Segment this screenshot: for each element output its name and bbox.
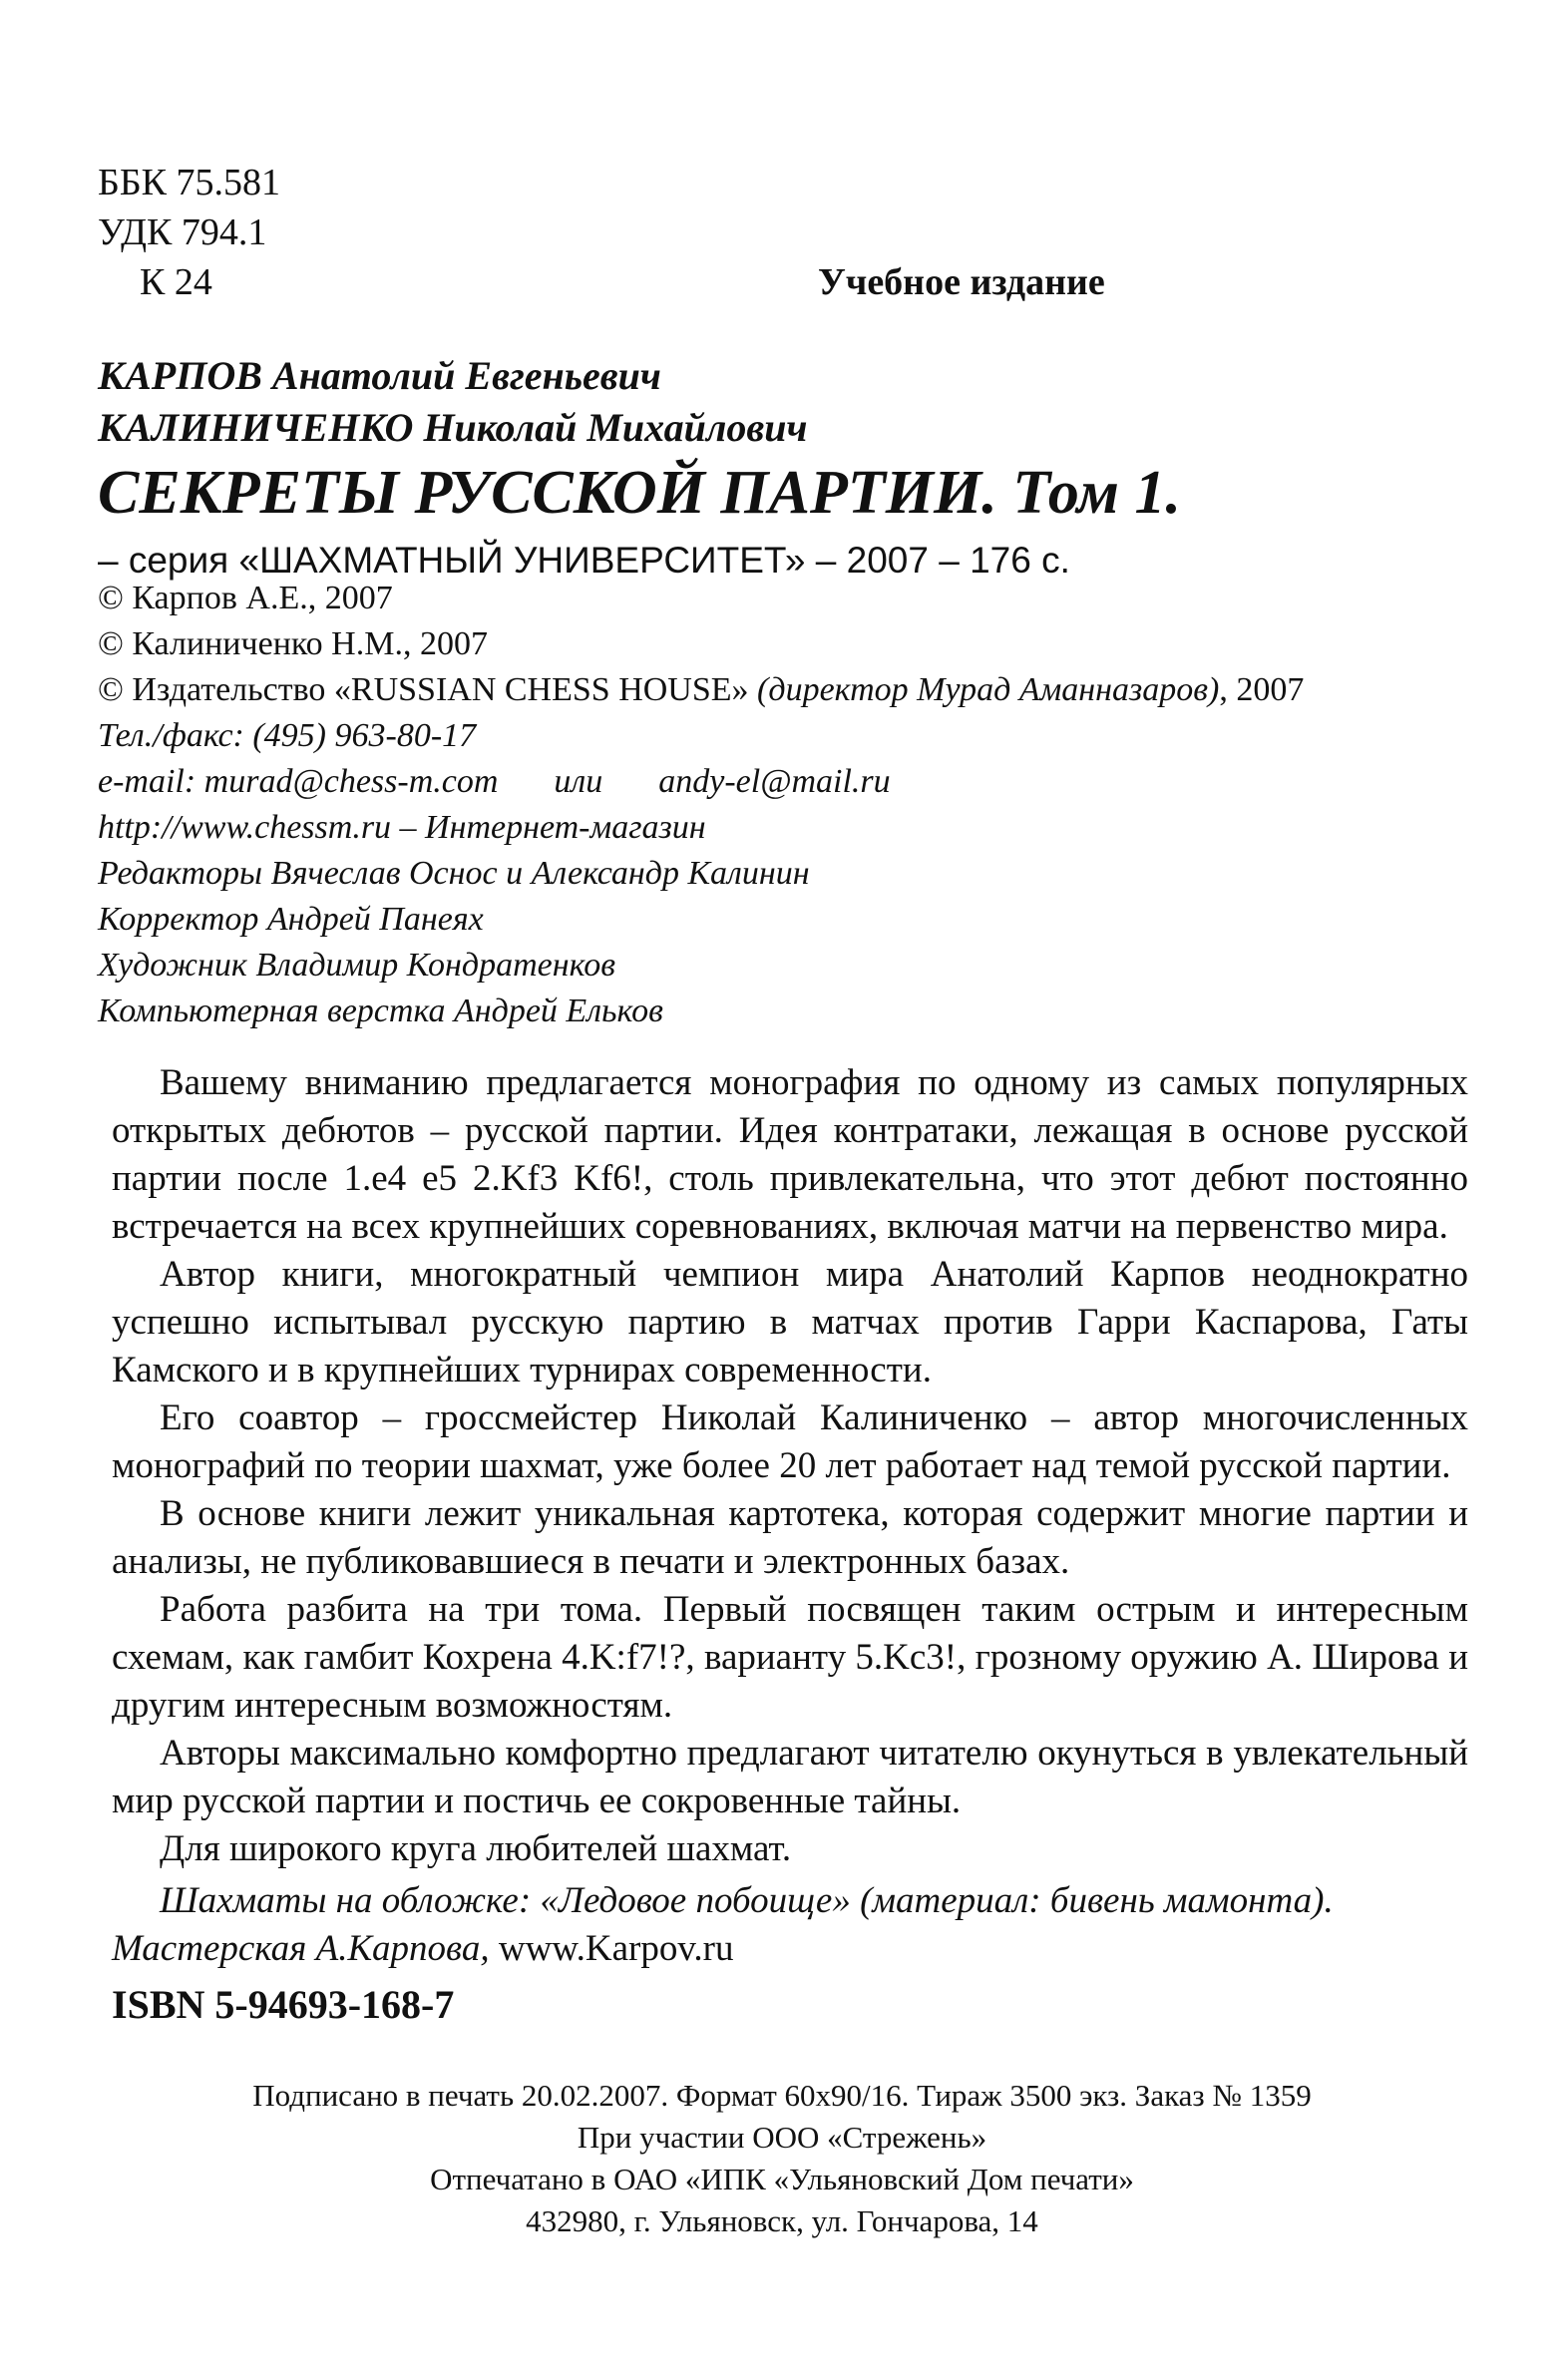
annotation-paragraph: Для широкого круга любителей шахмат. [160, 1828, 792, 1869]
author-1: КАРПОВ Анатолий Евгеньевич [98, 353, 661, 398]
karpov-site-link[interactable]: www.Karpov.ru [498, 1928, 734, 1969]
udk-code: УДК 794.1 [98, 211, 267, 253]
email-or: или [554, 763, 603, 800]
annotation-paragraph: Автор книги, многократный чемпион мира Анатолий Карпов неоднократно успешно испытывал русскую партию в матчах против Гарри Каспарова, Гаты Камского и в крупнейших турнирах современности. [112, 1254, 1468, 1390]
edition-type: Учебное издание [818, 261, 1105, 303]
author-2: КАЛИНИЧЕНКО Николай Михайлович [98, 405, 808, 450]
email-line [98, 760, 891, 804]
annotation-paragraph: Его соавтор – гроссмейстер Николай Калиниченко – автор многочисленных монографий по теории шахмат, уже более 20 лет работает над темой русской партии. [112, 1397, 1468, 1486]
bbk-code: ББК 75.581 [98, 162, 280, 203]
email-alt[interactable]: andy-el@mail.ru [658, 763, 891, 800]
workshop-name: Мастерская А.Карпова, [112, 1928, 499, 1969]
publisher-name: © Издательство «RUSSIAN CHESS HOUSE» [98, 671, 758, 708]
author-mark: К 24 [140, 261, 212, 303]
copyright-kalinichenko: © Калиниченко Н.М., 2007 [98, 625, 488, 662]
annotation-paragraph: Авторы максимально комфортно предлагают читателю окунуться в увлекательный мир русской партии и постичь ее сокровенные тайны. [112, 1733, 1468, 1821]
series-line: – серия «ШАХМАТНЫЙ УНИВЕРСИТЕТ» – 2007 – 176 с. [98, 540, 1070, 581]
phone-fax: Тел./факс: (495) 963-80-17 [98, 717, 477, 754]
layout-designer: Компьютерная верстка Андрей Ельков [98, 992, 663, 1029]
email-primary[interactable]: e-mail: murad@chess-m.com [98, 763, 499, 800]
website-link[interactable]: http://www.chessm.ru – Интернет-магазин [98, 809, 706, 846]
print-house: Отпечатано в ОАО «ИПК «Ульяновский Дом печати» [430, 2162, 1134, 2196]
publisher-year: , 2007 [1219, 671, 1305, 708]
editors: Редакторы Вячеслав Оснос и Александр Калинин [98, 855, 810, 892]
proofreader: Корректор Андрей Панеях [98, 901, 484, 938]
publisher-director: (директор Мурад Аманназаров) [757, 671, 1220, 708]
isbn: ISBN 5-94693-168-7 [112, 1982, 455, 2027]
cover-workshop [112, 1925, 1468, 1973]
print-partner: При участии ООО «Стрежень» [577, 2120, 987, 2155]
artist: Художник Владимир Кондратенков [98, 947, 615, 984]
print-details: Подписано в печать 20.02.2007. Формат 60x90/16. Тираж 3500 экз. Заказ № 1359 [252, 2078, 1312, 2113]
copyright-publisher [98, 668, 1304, 712]
book-title: СЕКРЕТЫ РУССКОЙ ПАРТИИ. Том 1. [98, 459, 1181, 527]
print-address: 432980, г. Ульяновск, ул. Гончарова, 14 [526, 2203, 1038, 2238]
annotation-paragraph: Работа разбита на три тома. Первый посвящен таким острым и интересным схемам, как гамбит Кохрена 4.K:f7!?, варианту 5.Kc3!, грозному оружию А. Широва и другим интересным возможностям. [112, 1589, 1468, 1726]
cover-note: Шахматы на обложке: «Ледовое побоище» (материал: бивень мамонта). [160, 1880, 1334, 1921]
annotation-paragraph: В основе книги лежит уникальная картотека, которая содержит многие партии и анализы, не публиковавшиеся в печати и электронных базах. [112, 1493, 1468, 1582]
copyright-karpov: © Карпов А.Е., 2007 [98, 580, 393, 616]
annotation [112, 1059, 1468, 1973]
annotation-paragraph: Вашему вниманию предлагается монография по одному из самых популярных открытых дебютов – русской партии. Идея контратаки, лежащая в основе русской партии после 1.e4 e5 2.Kf3 Kf6!, столь привлекательна, что этот дебют постоянно встречается на всех крупнейших соревнованиях, включая матчи на первенство мира. [112, 1062, 1468, 1247]
